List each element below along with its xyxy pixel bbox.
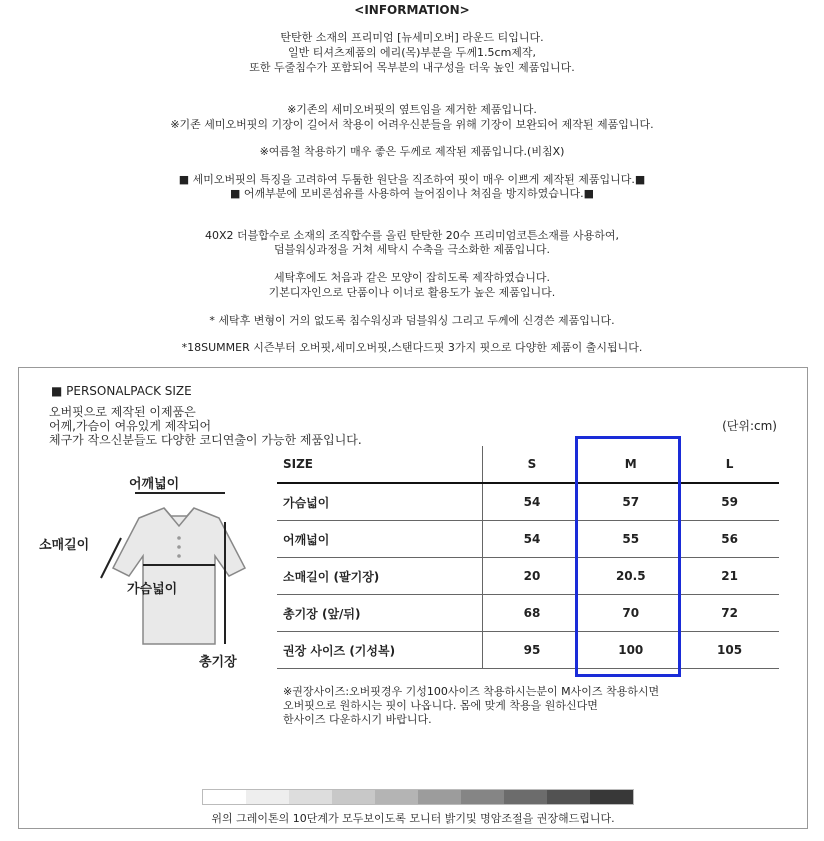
cell-s: 68: [482, 595, 581, 632]
cell-l: 105: [680, 632, 779, 669]
table-row: [277, 521, 779, 558]
cell-s: 20: [482, 558, 581, 595]
gray-step-9: [547, 790, 590, 804]
info-line: ■ 어깨부분에 모비론섬유를 사용하여 늘어짐이나 쳐짐을 방지하였습니다.■: [229, 187, 595, 200]
shoulder-width-label: 어깨넓이: [129, 477, 180, 492]
info-line: 40X2 더블합수로 소재의 조직합수를 올린 탄탄한 20수 프리미엄코튼소재를 사용하여,: [204, 229, 620, 242]
table-row: [277, 595, 779, 632]
cell-s: 54: [482, 521, 581, 558]
info-line: 탄탄한 소재의 프리미엄 [뉴세미오버] 라운드 티입니다.: [280, 31, 544, 44]
size-table: [277, 446, 779, 669]
header-s: S: [482, 446, 581, 483]
size-section-title: ■ PERSONALPACK SIZE: [51, 384, 192, 398]
gray-step-5: [375, 790, 418, 804]
info-line: ■ 세미오버핏의 특징을 고려하여 두툼한 원단을 직조하여 핏이 매우 이쁘게 제작된 제품입니다.■: [178, 173, 646, 186]
total-length-label: 총기장: [199, 655, 237, 670]
info-line: 덤블워싱과정을 거쳐 세탁시 수축을 극소화한 제품입니다.: [273, 243, 550, 256]
note-line: ※권장사이즈:오버핏경우 기성100사이즈 착용하시는분이 M사이즈 착용하시면: [283, 685, 660, 698]
intro-line: 체구가 작으신분들도 다양한 코디연출이 가능한 제품입니다.: [49, 433, 362, 447]
info-line: ※기존 세미오버핏의 기장이 길어서 착용이 어려우신분들을 위해 기장이 보완되어 제작된 제품입니다.: [170, 118, 654, 131]
cell-m: 55: [581, 521, 680, 558]
cell-l: 21: [680, 558, 779, 595]
gray-step-4: [332, 790, 375, 804]
gray-step-3: [289, 790, 332, 804]
cell-l: 72: [680, 595, 779, 632]
table-row: [277, 632, 779, 669]
row-label: 총기장 (앞/뒤): [277, 595, 482, 632]
table-header-row: [277, 446, 779, 483]
size-section: [18, 367, 808, 829]
info-line: 기본디자인으로 단품이나 이너로 활용도가 높은 제품입니다.: [268, 286, 556, 299]
intro-line: 오버핏으로 제작된 이제품은: [49, 405, 196, 419]
row-label: 어깨넓이: [277, 521, 482, 558]
intro-line: 어께,가슴이 여유있게 제작되어: [49, 419, 212, 433]
row-label: 가슴넓이: [277, 483, 482, 521]
info-line: 또한 두줄침수가 포함되어 목부분의 내구성을 더욱 높인 제품입니다.: [249, 61, 575, 74]
info-line: 일반 티셔츠제품의 에리(목)부분을 두께1.5cm제작,: [287, 46, 537, 59]
header-m: M: [581, 446, 680, 483]
note-line: 한사이즈 다운하시기 바랍니다.: [283, 713, 432, 726]
cell-s: 54: [482, 483, 581, 521]
gray-step-6: [418, 790, 461, 804]
m-size-highlight: [575, 436, 681, 677]
sleeve-length-label: 소매길이: [39, 538, 90, 553]
gray-step-8: [504, 790, 547, 804]
grayscale-gradient-bar: [202, 789, 634, 805]
gray-step-10: [590, 790, 633, 804]
info-line: 세탁후에도 처음과 같은 모양이 잡히도록 제작하였습니다.: [273, 271, 550, 284]
note-line: 오버핏으로 원하시는 핏이 나옵니다. 몸에 맞게 착용을 원하신다면: [283, 699, 598, 712]
information-title: <INFORMATION>: [354, 3, 470, 17]
cell-m: 70: [581, 595, 680, 632]
table-row: [277, 483, 779, 521]
size-note: [283, 685, 659, 727]
gradient-caption: 위의 그레이톤의 10단계가 모두보이도록 모니터 밝기및 명암조절을 권장해드립니다.: [211, 812, 615, 825]
cell-l: 56: [680, 521, 779, 558]
tshirt-diagram: [19, 468, 259, 688]
info-line: *18SUMMER 시즌부터 오버핏,세미오버핏,스탠다드핏 3가지 핏으로 다양한 제품이 출시됩니다.: [181, 341, 643, 354]
info-line: ※여름철 착용하기 매우 좋은 두께로 제작된 제품입니다.(비침X): [259, 145, 565, 158]
info-line: * 세탁후 변형이 거의 없도록 침수워싱과 덤블워싱 그리고 두께에 신경쓴 제품입니다.: [209, 314, 615, 327]
unit-label: (단위:cm): [722, 419, 777, 433]
cell-m: 100: [581, 632, 680, 669]
header-size: SIZE: [277, 446, 482, 483]
gray-step-7: [461, 790, 504, 804]
cell-m: 20.5: [581, 558, 680, 595]
cell-l: 59: [680, 483, 779, 521]
gray-step-1: [203, 790, 246, 804]
row-label: 소매길이 (팔기장): [277, 558, 482, 595]
gray-step-2: [246, 790, 289, 804]
info-line: ※기존의 세미오버핏의 옆트임을 제거한 제품입니다.: [287, 103, 537, 116]
size-intro: [49, 405, 362, 447]
header-l: L: [680, 446, 779, 483]
row-label: 권장 사이즈 (기성복): [277, 632, 482, 669]
chest-width-label: 가슴넓이: [127, 582, 178, 597]
cell-s: 95: [482, 632, 581, 669]
cell-m: 57: [581, 483, 680, 521]
table-row: [277, 558, 779, 595]
